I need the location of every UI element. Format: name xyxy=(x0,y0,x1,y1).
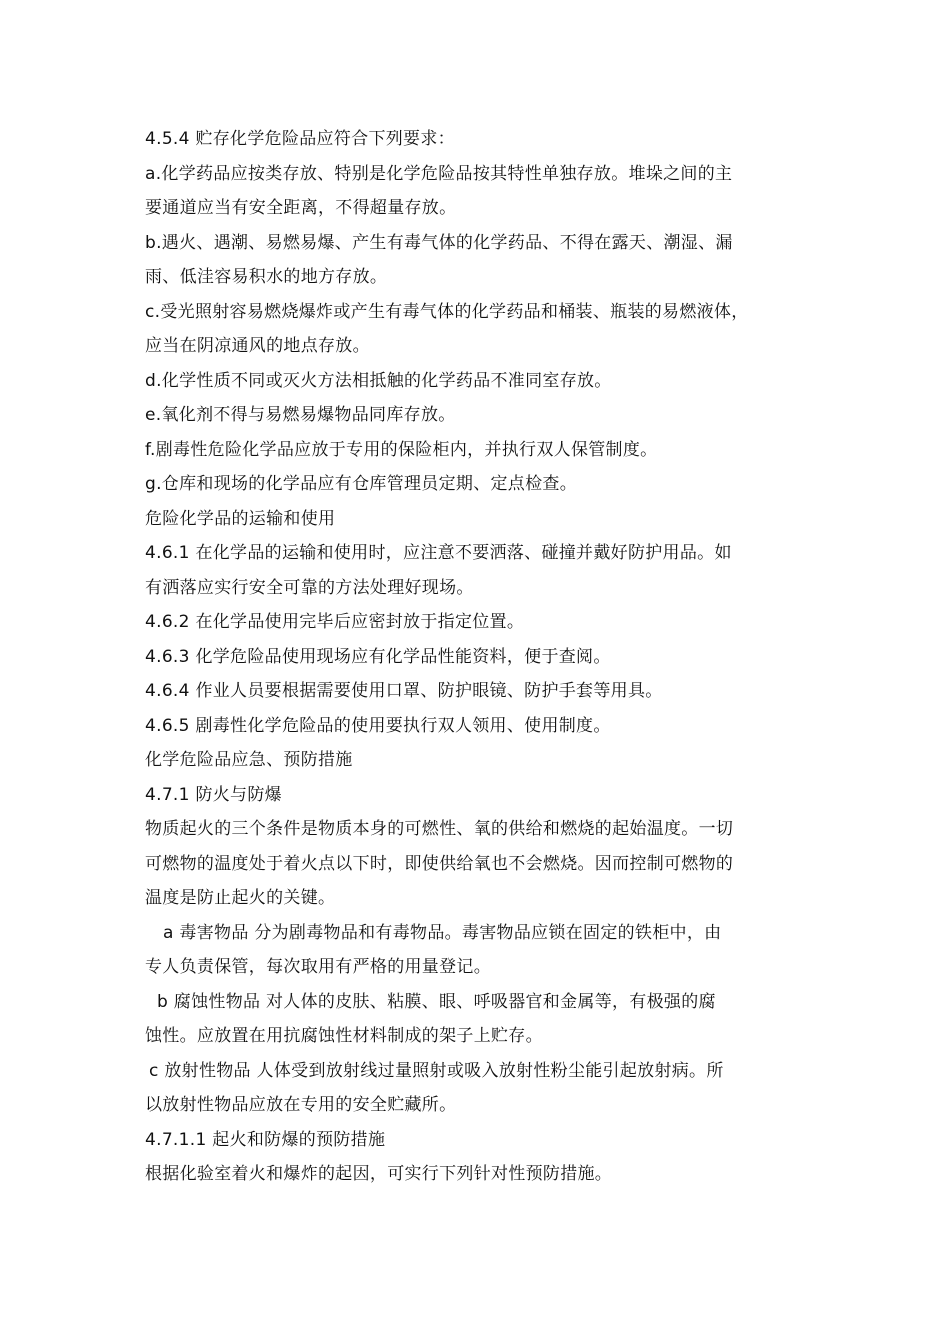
transport-heading: 危险化学品的运输和使用 xyxy=(145,508,336,529)
item-e: e.氧化剂不得与易燃易爆物品同库存放。 xyxy=(145,405,456,425)
fire-paragraph-line-2: 可燃物的温度处于着火点以下时，即使供给氧也不会燃烧。因而控制可燃物的 xyxy=(145,853,734,874)
document-body xyxy=(145,122,825,1192)
fire-paragraph-line-1: 物质起火的三个条件是物质本身的可燃性、氧的供给和燃烧的起始温度。一切 xyxy=(145,819,734,839)
section-4-6-1-line-1: 4.6.1 在化学品的运输和使用时，应注意不要洒落、碰撞并戴好防护用品。如 xyxy=(145,543,732,563)
section-4-6-1-line-2: 有洒落应实行安全可靠的方法处理好现场。 xyxy=(145,577,474,598)
section-4-7-1-1-heading: 4.7.1.1 起火和防爆的预防措施 xyxy=(145,1129,386,1150)
item-b-line-1: b.遇火、遇潮、易燃易爆、产生有毒气体的化学药品、不得在露天、潮湿、漏 xyxy=(145,232,733,253)
item-d: d.化学性质不同或灭火方法相抵触的化学药品不准同室存放。 xyxy=(145,370,612,391)
item-c-line-1: c.受光照射容易燃烧爆炸或产生有毒气体的化学药品和桶装、瓶装的易燃液体， xyxy=(145,301,749,322)
corrosive-goods-line-1: b 腐蚀性物品 对人体的皮肤、粘膜、眼、呼吸器官和金属等，有极强的腐 xyxy=(157,991,716,1012)
radioactive-goods-line-2: 以放射性物品应放在专用的安全贮藏所。 xyxy=(145,1095,457,1115)
fire-paragraph-line-3: 温度是防止起火的关键。 xyxy=(145,888,336,908)
item-f: f.剧毒性危险化学品应放于专用的保险柜内，并执行双人保管制度。 xyxy=(145,439,658,460)
toxic-goods-line-2: 专人负责保管，每次取用有严格的用量登记。 xyxy=(145,957,491,977)
section-4-6-5: 4.6.5 剧毒性化学危险品的使用要执行双人领用、使用制度。 xyxy=(145,715,611,736)
item-a-line-1: a.化学药品应按类存放、特别是化学危险品按其特性单独存放。堆垛之间的主 xyxy=(145,163,733,184)
radioactive-goods-line-1: c 放射性物品 人体受到放射线过量照射或吸入放射性粉尘能引起放射病。所 xyxy=(149,1060,724,1081)
item-b-line-2: 雨、低洼容易积水的地方存放。 xyxy=(145,267,388,287)
emergency-heading: 化学危险品应急、预防措施 xyxy=(145,750,353,770)
item-a-line-2: 要通道应当有安全距离，不得超量存放。 xyxy=(145,198,457,218)
toxic-goods-line-1: a 毒害物品 分为剧毒物品和有毒物品。毒害物品应锁在固定的铁柜中，由 xyxy=(163,922,722,943)
section-4-7-1-heading: 4.7.1 防火与防爆 xyxy=(145,784,282,805)
section-4-6-3: 4.6.3 化学危险品使用现场应有化学品性能资料，便于查阅。 xyxy=(145,646,611,667)
corrosive-goods-line-2: 蚀性。应放置在用抗腐蚀性材料制成的架子上贮存。 xyxy=(145,1026,543,1046)
item-c-line-2: 应当在阴凉通风的地点存放。 xyxy=(145,336,370,356)
item-g: g.仓库和现场的化学品应有仓库管理员定期、定点检查。 xyxy=(145,474,577,494)
prevention-intro: 根据化验室着火和爆炸的起因，可实行下列针对性预防措施。 xyxy=(145,1164,613,1184)
section-4-6-4: 4.6.4 作业人员要根据需要使用口罩、防护眼镜、防护手套等用具。 xyxy=(145,681,663,701)
section-4-5-4-heading: 4.5.4 贮存化学危险品应符合下列要求： xyxy=(145,129,455,149)
section-4-6-2: 4.6.2 在化学品使用完毕后应密封放于指定位置。 xyxy=(145,612,525,632)
